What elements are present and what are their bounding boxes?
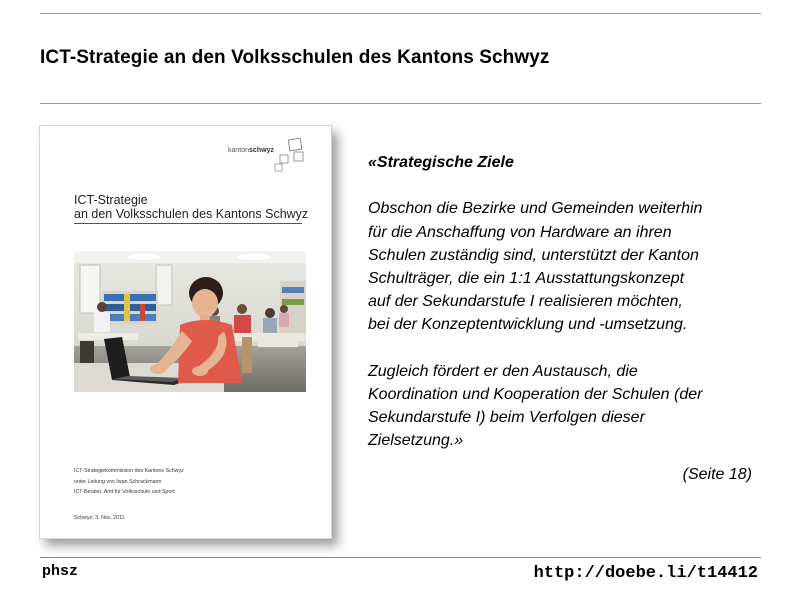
cover-title bbox=[74, 193, 314, 221]
document-cover bbox=[39, 125, 332, 539]
quote-paragraph-1: Obschon die Bezirke und Gemeinden weiterhin für die Anschaffung von Hardware an ihren Schulen zuständig sind, unterstützt der Kanton Schulträger, die ein 1:1 Ausstattungskonzept auf der Sekundarstufe I realisieren möchten, bei der Konzeptentwicklung und -umsetzung. bbox=[368, 200, 703, 334]
footer-divider bbox=[40, 557, 761, 558]
strategy-quote bbox=[368, 151, 763, 453]
cover-title-underline bbox=[74, 223, 302, 224]
quote-paragraph-2: Zugleich fördert er den Austausch, die Koordination und Kooperation der Schulen (der Sekundarstufe I) beim Verfolgen dieser Zielsetzung.» bbox=[368, 362, 703, 450]
cover-credit-commission: ICT-Strategiekommission des Kantons Schwyz bbox=[74, 468, 184, 474]
classroom-photo bbox=[74, 251, 306, 392]
quote-page-reference: (Seite 18) bbox=[682, 466, 752, 483]
cover-credit-role: ICT-Berater, Amt für Volksschule und Sport bbox=[74, 489, 175, 495]
slide-title: ICT-Strategie an den Volksschulen des Kantons Schwyz bbox=[40, 47, 550, 68]
logo-suffix: schwyz bbox=[249, 147, 274, 154]
logo-prefix: kanton bbox=[228, 147, 250, 154]
logo-squares-icon bbox=[272, 138, 308, 174]
footer-phsz-label: phsz bbox=[42, 563, 79, 580]
cover-date: Schwyz, 3. Nov. 2011 bbox=[74, 515, 125, 521]
top-divider bbox=[40, 13, 761, 14]
cover-title-line-2: an den Volksschulen des Kantons Schwyz bbox=[74, 207, 309, 221]
kanton-schwyz-logo bbox=[228, 138, 308, 174]
quote-heading: «Strategische Ziele bbox=[368, 154, 514, 171]
title-divider bbox=[40, 103, 761, 104]
cover-credit-lead: unter Leitung von Iwan Schrackmann bbox=[74, 479, 162, 485]
classroom-photo-illustration bbox=[74, 251, 306, 392]
footer-short-link[interactable]: http://doebe.li/t14412 bbox=[533, 564, 758, 583]
cover-title-line-1: ICT-Strategie bbox=[74, 193, 148, 207]
